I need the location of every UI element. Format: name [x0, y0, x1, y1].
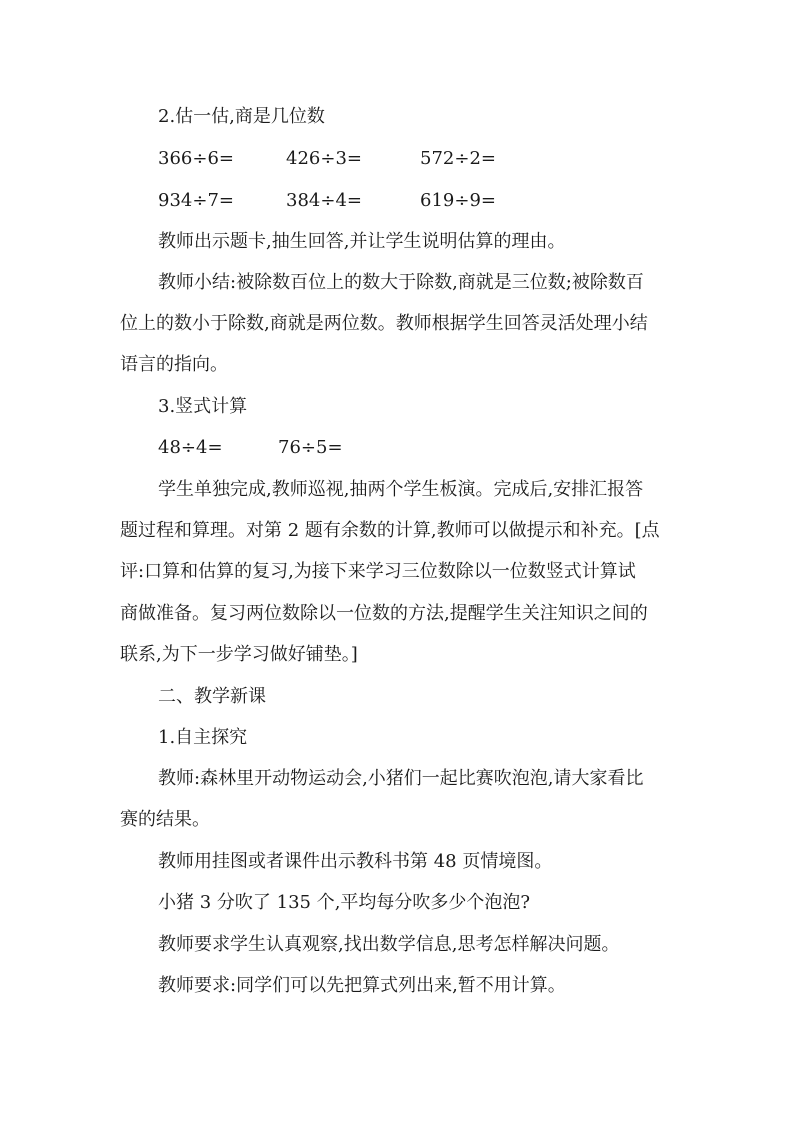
expression: 934÷7= — [158, 190, 234, 211]
paragraph-line: 赛的结果。 — [120, 809, 210, 830]
section-heading: 3.竖式计算 — [158, 396, 248, 417]
expression: 366÷6= — [158, 148, 234, 169]
paragraph-line: 教师小结:被除数百位上的数大于除数,商就是三位数;被除数百 — [158, 272, 644, 293]
expression: 619÷9= — [420, 190, 496, 211]
expression: 572÷2= — [420, 148, 496, 169]
section-heading: 2.估一估,商是几位数 — [158, 106, 325, 127]
paragraph-line: 评:口算和估算的复习,为接下来学习三位数除以一位数竖式计算试 — [120, 561, 636, 582]
expression: 76÷5= — [278, 437, 343, 458]
paragraph-line: 联系,为下一步学习做好铺垫。] — [120, 644, 358, 665]
expression: 48÷4= — [158, 437, 223, 458]
expression: 426÷3= — [286, 148, 362, 169]
paragraph-line: 位上的数小于除数,商就是两位数。教师根据学生回答灵活处理小结 — [120, 313, 648, 334]
paragraph: 教师要求:同学们可以先把算式列出来,暂不用计算。 — [158, 975, 566, 996]
section-heading: 1.自主探究 — [158, 727, 248, 748]
paragraph: 教师要求学生认真观察,找出数学信息,思考怎样解决问题。 — [158, 934, 620, 955]
expression: 384÷4= — [286, 190, 362, 211]
paragraph-line: 题过程和算理。对第 2 题有余数的计算,教师可以做提示和补充。[点 — [120, 520, 660, 541]
paragraph-line: 语言的指向。 — [120, 354, 228, 375]
paragraph: 教师用挂图或者课件出示教科书第 48 页情境图。 — [158, 851, 553, 872]
paragraph: 小猪 3 分吹了 135 个,平均每分吹多少个泡泡? — [158, 892, 531, 913]
paragraph-line: 教师:森林里开动物运动会,小猪们一起比赛吹泡泡,请大家看比 — [158, 768, 644, 789]
paragraph-line: 学生单独完成,教师巡视,抽两个学生板演。完成后,安排汇报答 — [158, 479, 644, 500]
part-heading: 二、教学新课 — [158, 686, 266, 707]
paragraph: 教师出示题卡,抽生回答,并让学生说明估算的理由。 — [158, 231, 566, 252]
paragraph-line: 商做准备。复习两位数除以一位数的方法,提醒学生关注知识之间的 — [120, 603, 648, 624]
